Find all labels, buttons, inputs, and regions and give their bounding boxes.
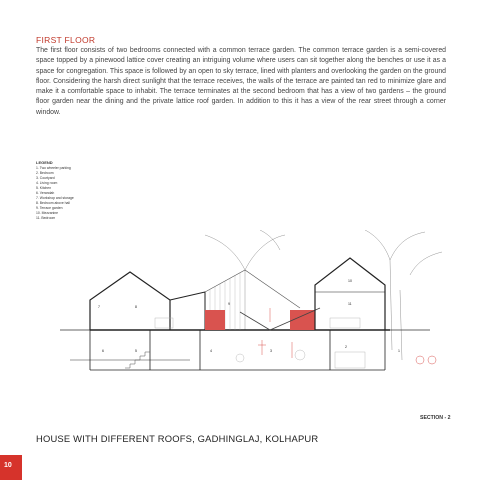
legend-item: 7. Workshop and storage (36, 196, 74, 200)
room-label: 8 (135, 305, 137, 309)
project-caption: HOUSE WITH DIFFERENT ROOFS, GADHINGLAJ, KOLHAPUR (36, 433, 319, 444)
legend-item: 2. Bedroom (36, 171, 54, 175)
section-drawing (30, 230, 450, 400)
section-label: SECTION - 2 (420, 415, 451, 421)
legend (36, 160, 74, 221)
legend-item: 6. Verandah (36, 191, 55, 195)
room-label: 1 (398, 349, 400, 353)
page-number: 10 (4, 462, 12, 469)
left-gable (90, 272, 170, 330)
room-label: 6 (102, 349, 104, 353)
legend-item: 11. Bedroom (36, 216, 56, 220)
legend-item: 4. Living room (36, 181, 58, 185)
legend-item: 5. Kitchen (36, 186, 52, 190)
legend-item: 10. Mezzanine (36, 211, 59, 215)
room-label: 11 (348, 302, 352, 306)
room-label: 10 (348, 279, 352, 283)
terrace-red-wall (290, 310, 315, 330)
room-label: 3 (270, 349, 272, 353)
lattice-roof (205, 270, 300, 308)
background-trees (205, 230, 442, 360)
room-label: 7 (98, 305, 100, 309)
furniture (155, 318, 365, 368)
legend-item: 3. Courtyard (36, 176, 55, 180)
section-heading: FIRST FLOOR (36, 35, 96, 45)
room-label: 5 (135, 349, 137, 353)
legend-item: 8. Bedroom above hall (36, 201, 70, 205)
section-body-text: The first floor consists of two bedrooms connected with a common terrace garden. The common terrace garden is a semi-covered space topped by a pinewood lattice cover creating an intriguing volume where users can sit together along the benches or use it as a space for congregation. This space is followed by an open to sky terrace, lined with planters and overlooking the garden on the ground floor. Considering the harsh direct sunlight that the terrace receives, the walls of the terrace are painted tan red to minimize glare and make it a comfortable space to inhabit. The terrace terminates at the second bedroom that has a view of two gardens – the ground floor garden near the dining and the private lattice roof garden. In addition to this it has a view of the rear street through a corner window. (36, 47, 446, 116)
people-figures (258, 308, 436, 364)
legend-title: LEGEND (36, 160, 53, 165)
room-label: 9 (228, 302, 230, 306)
room-label: 4 (210, 349, 212, 353)
legend-item: 9. Terrace garden (36, 206, 63, 210)
legend-item: 1. Two wheeler parking (36, 166, 71, 170)
terrace-red-wall (205, 310, 225, 330)
right-gable (315, 258, 385, 330)
legend-list (36, 166, 74, 221)
left-lean-to (170, 292, 205, 330)
room-label: 2 (345, 345, 347, 349)
